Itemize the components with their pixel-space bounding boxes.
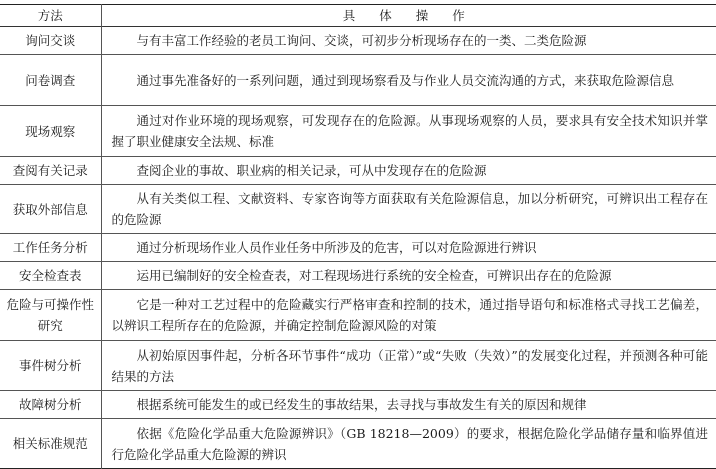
table-row [0,157,716,185]
description-cell: 与有丰富工作经验的老员工询问、交谈，可初步分析现场存在的一类、二类危险源 [136,33,587,48]
method-cell: 查阅有关记录 [0,157,101,185]
table-row [0,27,716,55]
method-cell: 现场观察 [0,106,101,157]
method-cell: 安全检查表 [0,262,101,290]
hazard-identification-methods-table [0,4,716,469]
table-row [0,290,716,341]
table-header [0,5,716,27]
method-cell: 工作任务分析 [0,234,101,262]
table-row [0,262,716,290]
description-cell: 通过事先准备好的一系列问题，通过到现场察看及与作业人员交流沟通的方式，来获取危险源信息 [101,55,716,106]
description-cell: 依据《危险化学品重大危险源辨识》（GB 18218—2009）的要求，根据危险化学品储存量和临界值进行危险化学品重大危险源的辨识 [101,419,716,469]
method-cell: 获取外部信息 [0,185,101,234]
table-row [0,341,716,391]
method-cell: 询问交谈 [0,27,101,55]
description-cell: 查阅企业的事故、职业病的相关记录，可从中发现存在的危险源 [101,157,716,185]
description-cell: 从有关类似工程、文献资料、专家咨询等方面获取有关危险源信息，加以分析研究，可辨识出工程存在的危险源 [101,185,716,234]
table-row [0,185,716,234]
method-column-header: 方法 [0,5,101,27]
method-cell: 相关标准规范 [0,419,101,469]
table-row [0,391,716,419]
table-body [0,27,716,469]
description-cell: 它是一种对工艺过程中的危险藏实行严格审查和控制的技术，通过指导语句和标准格式寻找工艺偏差，以辨识工程所存在的危险源，并确定控制危险源风险的对策 [101,290,716,341]
description-cell: 从初始原因事件起，分析各环节事件“成功（正常）”或“失败（失效）”的发展变化过程，并预测各种可能结果的方法 [101,341,716,391]
operation-column-header: 具 体 操 作 [342,8,475,23]
table-row [0,234,716,262]
description-cell: 通过对作业环境的现场观察，可发现存在的危险源。从事现场观察的人员，要求具有安全技术知识并掌握了职业健康安全法规、标准 [101,106,716,157]
header-row [0,5,716,27]
table-row [0,55,716,106]
method-cell: 事件树分析 [0,341,101,391]
method-cell: 故障树分析 [0,391,101,419]
description-cell: 根据系统可能发生的或已经发生的事故结果，去寻找与事故发生有关的原因和规律 [101,391,716,419]
method-cell: 危险与可操作性研究 [0,290,101,341]
table-row [0,419,716,469]
description-cell: 运用已编制好的安全检查表，对工程现场进行系统的安全检查，可辨识出存在的危险源 [101,262,716,290]
table-row [0,106,716,157]
description-cell: 通过分析现场作业人员作业任务中所涉及的危害，可以对危险源进行辨识 [101,234,716,262]
method-cell: 问卷调查 [0,55,101,106]
